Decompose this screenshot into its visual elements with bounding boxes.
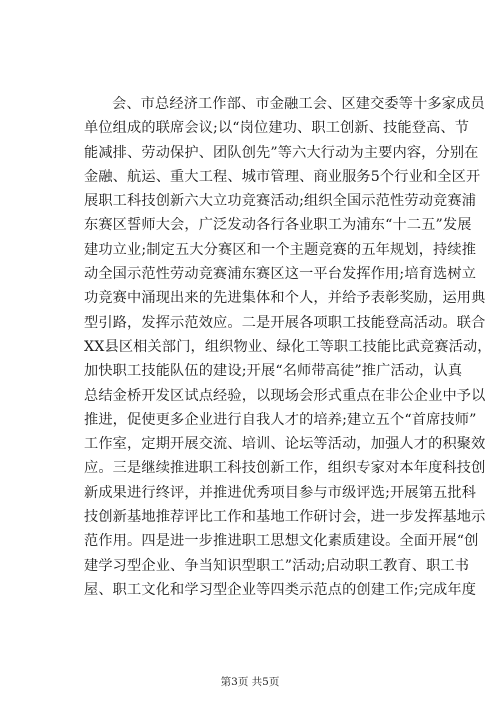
text-line: XX县区相关部门，组织物业、绿化工等职工技能比武竞赛活动， (84, 338, 492, 355)
text-line: 东赛区誓师大会，广泛发动各行各业职工为浦东“十二五”发展 (84, 217, 472, 234)
text-line: 会、市总经济工作部、市金融工会、区建交委等十多家成员 (112, 96, 485, 112)
text-line: 应。三是继续推进职工科技创新工作，组织专家对本年度科技创 (84, 460, 486, 477)
text-line: 能减排、劳动保护、团队创先”等六大行动为主要内容，分别在 (84, 144, 479, 161)
text-line: 屋、职工文化和学习型企业等四类示范点的创建工作;完成年度 (84, 581, 477, 598)
text-line: 型引路，发挥示范效应。二是开展各项职工技能登高活动。联合 (84, 314, 486, 331)
text-line: 金融、航运、重大工程、城市管理、商业服务5个行业和全区开 (84, 168, 481, 185)
text-line: 展职工科技创新六大立功竞赛活动;组织全国示范性劳动竞赛浦 (84, 193, 477, 210)
text-line: 新成果进行终评，并推进优秀项目参与市级评选;开展第五批科 (84, 484, 477, 501)
text-line: 建学习型企业、争当知识型职工”活动;启动职工教育、职工书 (84, 557, 470, 574)
text-line: 功竞赛中涌现出来的先进集体和个人，并给予表彰奖励，运用典 (84, 290, 486, 307)
text-line: 推进，促使更多企业进行自我人才的培养;建立五个“首席技师” (84, 411, 477, 428)
text-line: 范作用。四是进一步推进职工思想文化素质建设。全面开展“创 (84, 533, 479, 550)
text-line: 工作室，定期开展交流、培训、论坛等活动，加强人才的积聚效 (84, 436, 486, 453)
text-line: 技创新基地推荐评比工作和基地工作研讨会，进一步发挥基地示 (84, 509, 486, 526)
page-footer: 第3页 共5页 (220, 676, 280, 688)
text-line: 建功立业;制定五大分赛区和一个主题竞赛的五年规划，持续推 (84, 241, 477, 258)
text-line: 总结金桥开发区试点经验，以现场会形式重点在非公企业中予以 (84, 387, 486, 404)
text-line: 动全国示范性劳动竞赛浦东赛区这一平台发挥作用;培育选树立 (84, 266, 477, 283)
body-paragraph (84, 92, 492, 602)
text-line: 单位组成的联席会议;以“岗位建功、职工创新、技能登高、节 (84, 120, 470, 137)
text-line: 加快职工技能队伍的建设;开展“名师带高徒”推广活动，认真 (84, 363, 463, 380)
